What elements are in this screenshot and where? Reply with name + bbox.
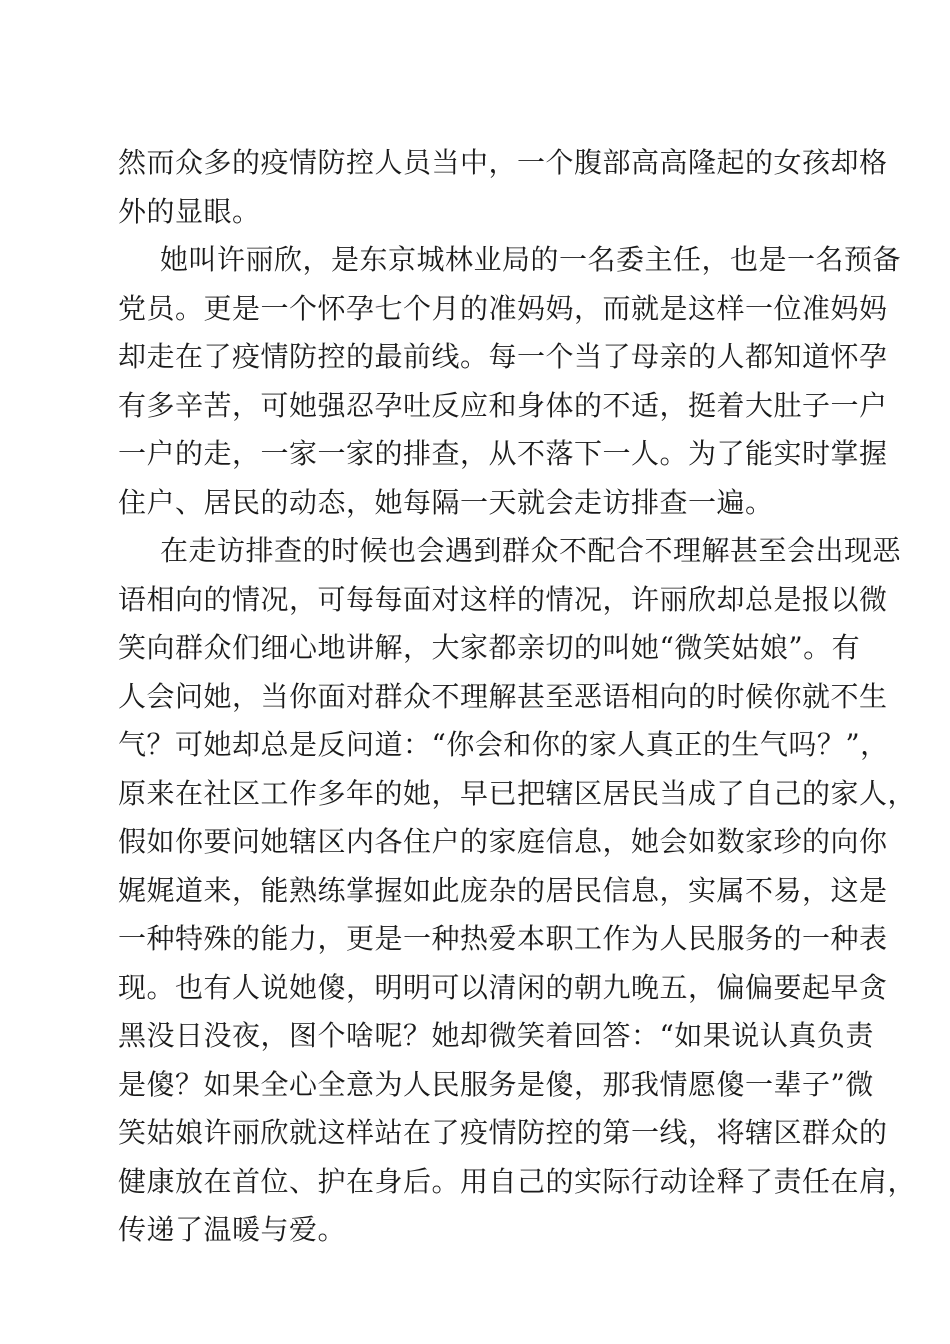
article-body — [118, 139, 917, 1255]
text-line: 一户的走，一家一家的排查，从不落下一人。为了能实时掌握 — [118, 437, 888, 470]
text-line: 黑没日没夜，图个啥呢？她却微笑着回答：“如果说认真负责 — [118, 1019, 874, 1052]
text-line: 有多辛苦，可她强忍孕吐反应和身体的不适，挺着大肚子一户 — [118, 388, 888, 422]
text-line: 假如你要问她辖区内各住户的家庭信息，她会如数家珍的向你 — [118, 825, 888, 858]
text-line: 外的显眼。 — [118, 194, 261, 228]
text-line: 笑姑娘许丽欣就这样站在了疫情防控的第一线，将辖区群众的 — [118, 1116, 888, 1149]
text-line: 传递了温暖与爱。 — [118, 1213, 347, 1246]
text-line: 健康放在首位、护在身后。用自己的实际行动诠释了责任在肩， — [118, 1164, 917, 1198]
paragraph-start-line: 她叫许丽欣，是东京城林业局的一名委主任，也是一名预备 — [160, 243, 902, 276]
text-line: 党员。更是一个怀孕七个月的准妈妈，而就是这样一位准妈妈 — [118, 291, 888, 325]
text-line: 人会问她，当你面对群众不理解甚至恶语相向的时候你就不生 — [118, 679, 888, 713]
text-line: 然而众多的疫情防控人员当中，一个腹部高高隆起的女孩却格 — [118, 146, 888, 179]
text-line: 笑向群众们细心地讲解，大家都亲切的叫她“微笑姑娘”。有 — [118, 631, 861, 664]
text-line: 现。也有人说她傻，明明可以清闲的朝九晚五，偏偏要起早贪 — [118, 970, 888, 1004]
text-line: 娓娓道来，能熟练掌握如此庞杂的居民信息，实属不易，这是 — [118, 873, 888, 907]
text-line: 却走在了疫情防控的最前线。每一个当了母亲的人都知道怀孕 — [118, 340, 888, 373]
text-line: 语相向的情况，可每每面对这样的情况，许丽欣却总是报以微 — [118, 582, 888, 616]
paragraph-start-line: 在走访排查的时候也会遇到群众不配合不理解甚至会出现恶 — [160, 534, 902, 567]
text-line: 是傻？如果全心全意为人民服务是傻，那我情愿傻一辈子”微 — [118, 1067, 874, 1101]
text-line: 气？可她却总是反问道：“你会和你的家人真正的生气吗？”， — [118, 728, 889, 761]
text-line: 住户、居民的动态，她每隔一天就会走访排查一遍。 — [118, 485, 774, 519]
text-line: 一种特殊的能力，更是一种热爱本职工作为人民服务的一种表 — [118, 922, 888, 955]
text-line: 原来在社区工作多年的她，早已把辖区居民当成了自己的家人， — [118, 776, 917, 810]
